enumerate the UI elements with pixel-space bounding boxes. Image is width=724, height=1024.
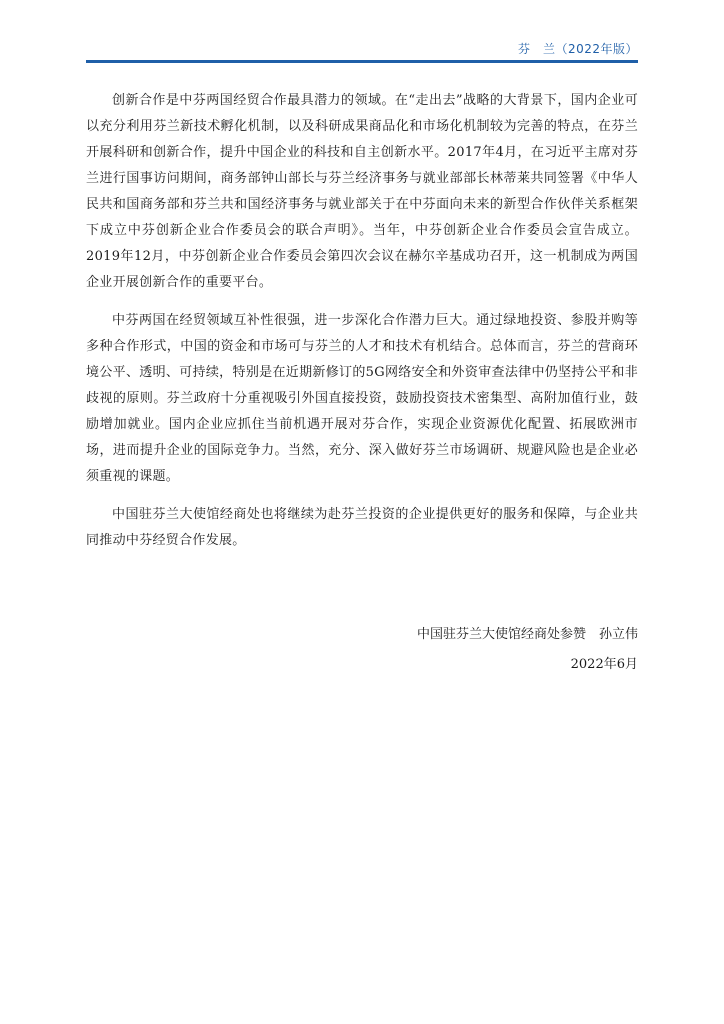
signature-author: 中国驻芬兰大使馆经商处参赞 孙立伟 — [416, 627, 638, 642]
header-title: 芬 兰（2022年版） — [517, 42, 638, 56]
body-paragraph: 中国驻芬兰大使馆经商处也将继续为赴芬兰投资的企业提供更好的服务和保障，与企业共同推动中芬经贸合作发展。 — [86, 507, 638, 548]
header-divider — [86, 60, 638, 63]
signature-date: 2022年6月 — [570, 657, 638, 672]
body-paragraph: 中芬两国在经贸领域互补性很强，进一步深化合作潜力巨大。通过绿地投资、参股并购等多种合作形式，中国的资金和市场可与芬兰的人才和技术有机结合。总体而言，芬兰的营商环境公平、透明、可持续，特别是在近期新修订的5G网络安全和外资审查法律中仍坚持公平和非歧视的原则。芬兰政府十分重视吸引外国直接投资，鼓励投资技术密集型、高附加值行业，鼓励增加就业。国内企业应抓住当前机遇开展对芬合作，实现企业资源优化配置、拓展欧洲市场，进而提升企业的国际竞争力。当然，充分、深入做好芬兰市场调研、规避风险也是企业必须重视的课题。 — [86, 313, 638, 484]
signature-block — [417, 620, 638, 680]
page-header — [86, 40, 638, 62]
body-paragraph: 创新合作是中芬两国经贸合作最具潜力的领域。在“走出去”战略的大背景下，国内企业可以充分利用芬兰新技术孵化机制，以及科研成果商品化和市场化机制较为完善的特点，在芬兰开展科研和创新合作，提升中国企业的科技和自主创新水平。2017年4月，在习近平主席对芬兰进行国事访问期间，商务部钟山部长与芬兰经济事务与就业部部长林蒂莱共同签署《中华人民共和国商务部和芬兰共和国经济事务与就业部关于在中芬面向未来的新型合作伙伴关系框架下成立中芬创新企业合作委员会的联合声明》。当年，中芬创新企业合作委员会宣告成立。2019年12月，中芬创新企业合作委员会第四次会议在赫尔辛基成功召开，这一机制成为两国企业开展创新合作的重要平台。 — [86, 93, 638, 290]
document-body — [86, 88, 638, 566]
